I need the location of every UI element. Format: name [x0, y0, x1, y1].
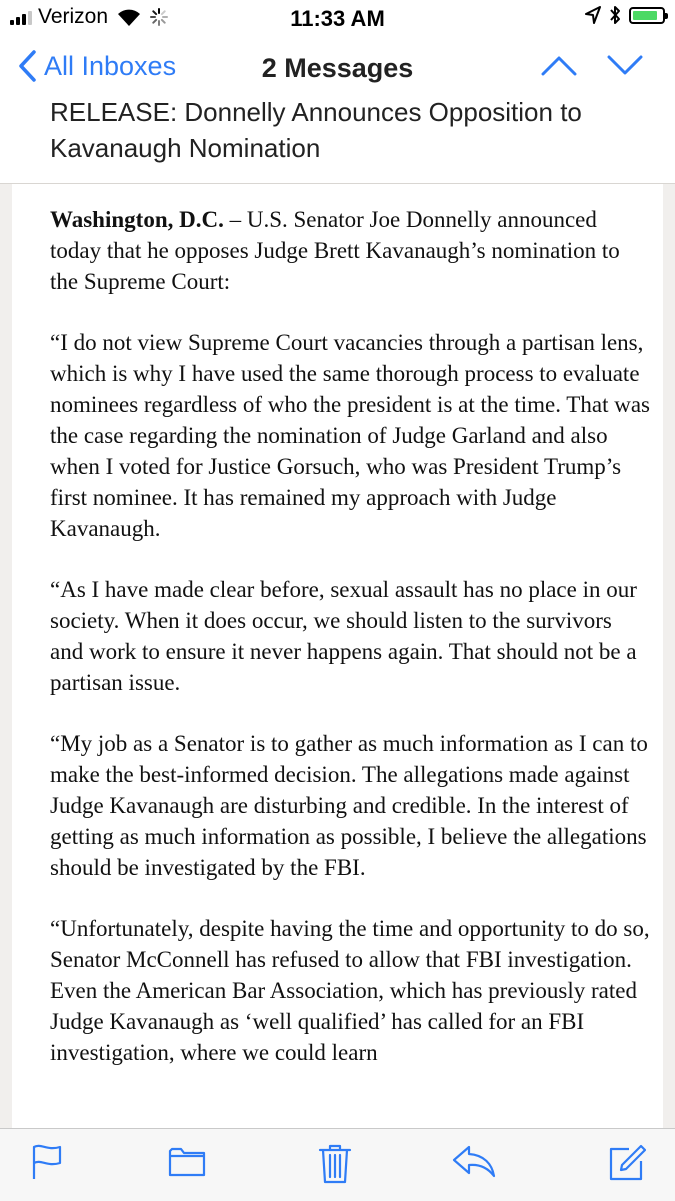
compose-icon — [608, 1144, 646, 1182]
back-button-label: All Inboxes — [44, 50, 177, 81]
reply-icon — [452, 1144, 496, 1178]
battery-level-fill — [633, 11, 657, 20]
body-paragraph: “As I have made clear before, sexual assault has no place in our society. When it does occur, we should listen to the survivors and work to ensure it never happens again. That should not be a partisan issue. — [50, 577, 637, 695]
trash-icon — [318, 1144, 352, 1184]
flag-icon — [31, 1144, 63, 1180]
body-paragraph: “Unfortunately, despite having the time and opportunity to do so, Senator McConnell has refused to allow that FBI investigation. Even the American Bar Association, which has previously rated Judge Kavanaugh as ‘well qualified’ has called for an FBI investigation, where we could learn — [50, 916, 650, 1065]
bottom-toolbar — [0, 1128, 675, 1201]
move-to-folder-button[interactable] — [168, 1144, 206, 1183]
navigation-bar — [0, 44, 675, 94]
body-paragraph: Washington, D.C. – U.S. Senator Joe Donnelly announced today that he opposes Judge Brett Kavanaugh’s nomination to the Supreme Court: — [50, 207, 620, 294]
location-arrow-icon — [585, 6, 601, 24]
chevron-up-icon — [541, 54, 577, 76]
message-frame — [0, 183, 675, 1129]
message-count-title: 2 Messages — [261, 53, 414, 83]
reply-button[interactable] — [452, 1144, 496, 1183]
dateline: Washington, D.C. — [50, 207, 224, 232]
battery-icon — [629, 7, 665, 24]
compose-button[interactable] — [608, 1144, 646, 1187]
body-paragraph: “I do not view Supreme Court vacancies through a partisan lens, which is why I have used the same thorough process to evaluate nominees regardless of who the president is at the time. That was the case regarding the nomination of Judge Garland and also when I voted for Justice Gorsuch, who was President Trump’s first nominee. It has remained my approach with Judge Kavanaugh. — [50, 330, 650, 541]
folder-icon — [168, 1144, 206, 1178]
next-message-button[interactable] — [607, 54, 643, 81]
bluetooth-icon — [609, 5, 621, 25]
chevron-down-icon — [607, 54, 643, 76]
previous-message-button[interactable] — [541, 54, 577, 81]
flag-button[interactable] — [31, 1144, 63, 1185]
message-body[interactable] — [12, 184, 663, 1129]
status-time: 11:33 AM — [290, 6, 385, 31]
status-bar — [0, 0, 675, 38]
delete-button[interactable] — [318, 1144, 352, 1189]
carrier-name: Verizon — [38, 5, 109, 28]
body-paragraph: “My job as a Senator is to gather as much information as I can to make the best-informed decision. The allegations made against Judge Kavanaugh are disturbing and credible. In the interest of getting as much information as possible, I believe the allegations should be investigated by the FBI. — [50, 731, 648, 880]
email-subject: RELEASE: Donnelly Announces Opposition to Kavanaugh Nomination — [50, 97, 582, 163]
